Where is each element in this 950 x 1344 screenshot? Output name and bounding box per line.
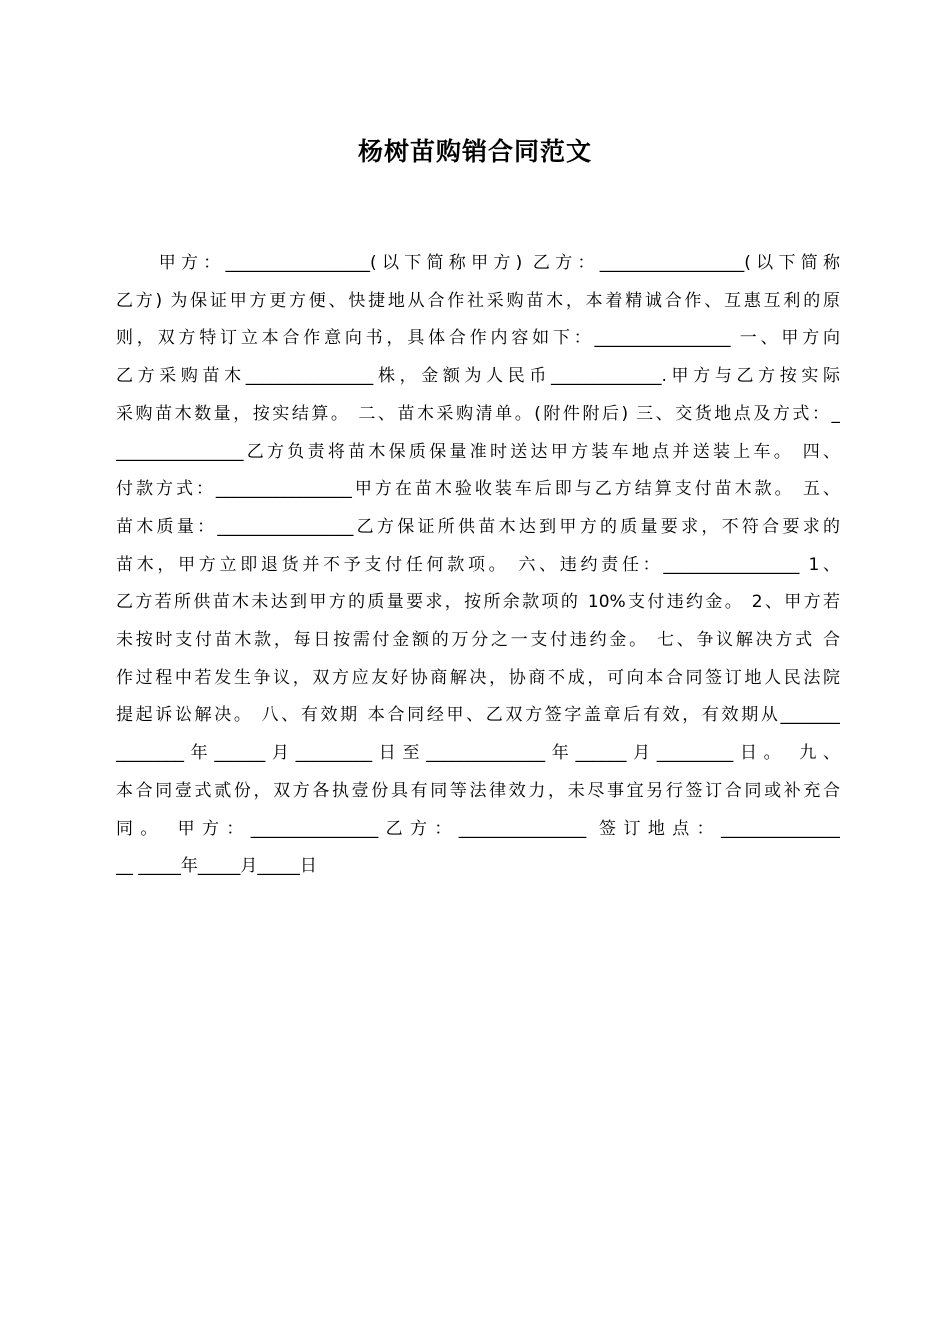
body-line: 乙方若所供苗木未达到甲方的质量要求，按所余款项的 10%支付违约金。 2、甲方若 [116, 592, 840, 613]
body-line: 苗木质量：________________乙方保证所供苗木达到甲方的质量要求，不符合要求的 [116, 516, 840, 537]
body-line: 乙方采购苗木_______________株，金额为人民币_____________.甲方与乙方按实际 [116, 366, 840, 387]
body-line-last: __ _____年_____月_____日 [116, 856, 317, 877]
body-line: 提起诉讼解决。 八、有效期 本合同经甲、乙双方签字盖章后有效，有效期从_______ [116, 705, 840, 726]
body-line: 同。 甲方：_______________乙方：_______________ 签订地点：______________ [116, 818, 840, 839]
body-line: ________年______月_________日至______________年______月_________日。 九、 [116, 743, 840, 764]
body-line: _______________乙方负责将苗木保质保量准时送达甲方装车地点并送装上车。 四、 [116, 441, 840, 462]
body-line: 苗木，甲方立即退货并不予支付任何款项。 六、违约责任：________________ 1、 [116, 554, 840, 575]
body-line: 本合同壹式贰份，双方各执壹份具有同等法律效力，未尽事宜另行签订合同或补充合 [116, 780, 840, 801]
contract-body [116, 245, 840, 886]
body-line: 甲方：_________________(以下简称甲方) 乙方：_________________(以下简称 [116, 253, 840, 273]
body-line: 未按时支付苗木款，每日按需付金额的万分之一支付违约金。 七、争议解决方式 合 [116, 630, 840, 651]
body-line: 付款方式：________________甲方在苗木验收装车后即与乙方结算支付苗木款。 五、 [116, 479, 840, 500]
document-title: 杨树苗购销合同范文 [357, 137, 592, 166]
body-line: 采购苗木数量，按实结算。 二、苗木采购清单。(附件附后) 三、交货地点及方式：_ [116, 403, 840, 424]
body-line: 乙方) 为保证甲方更方便、快捷地从合作社采购苗木，本着精诚合作、互惠互利的原 [116, 290, 840, 311]
body-line: 则，双方特订立本合作意向书，具体合作内容如下：________________ 一、甲方向 [116, 328, 840, 349]
body-line: 作过程中若发生争议，双方应友好协商解决，协商不成，可向本合同签订地人民法院 [116, 667, 840, 688]
